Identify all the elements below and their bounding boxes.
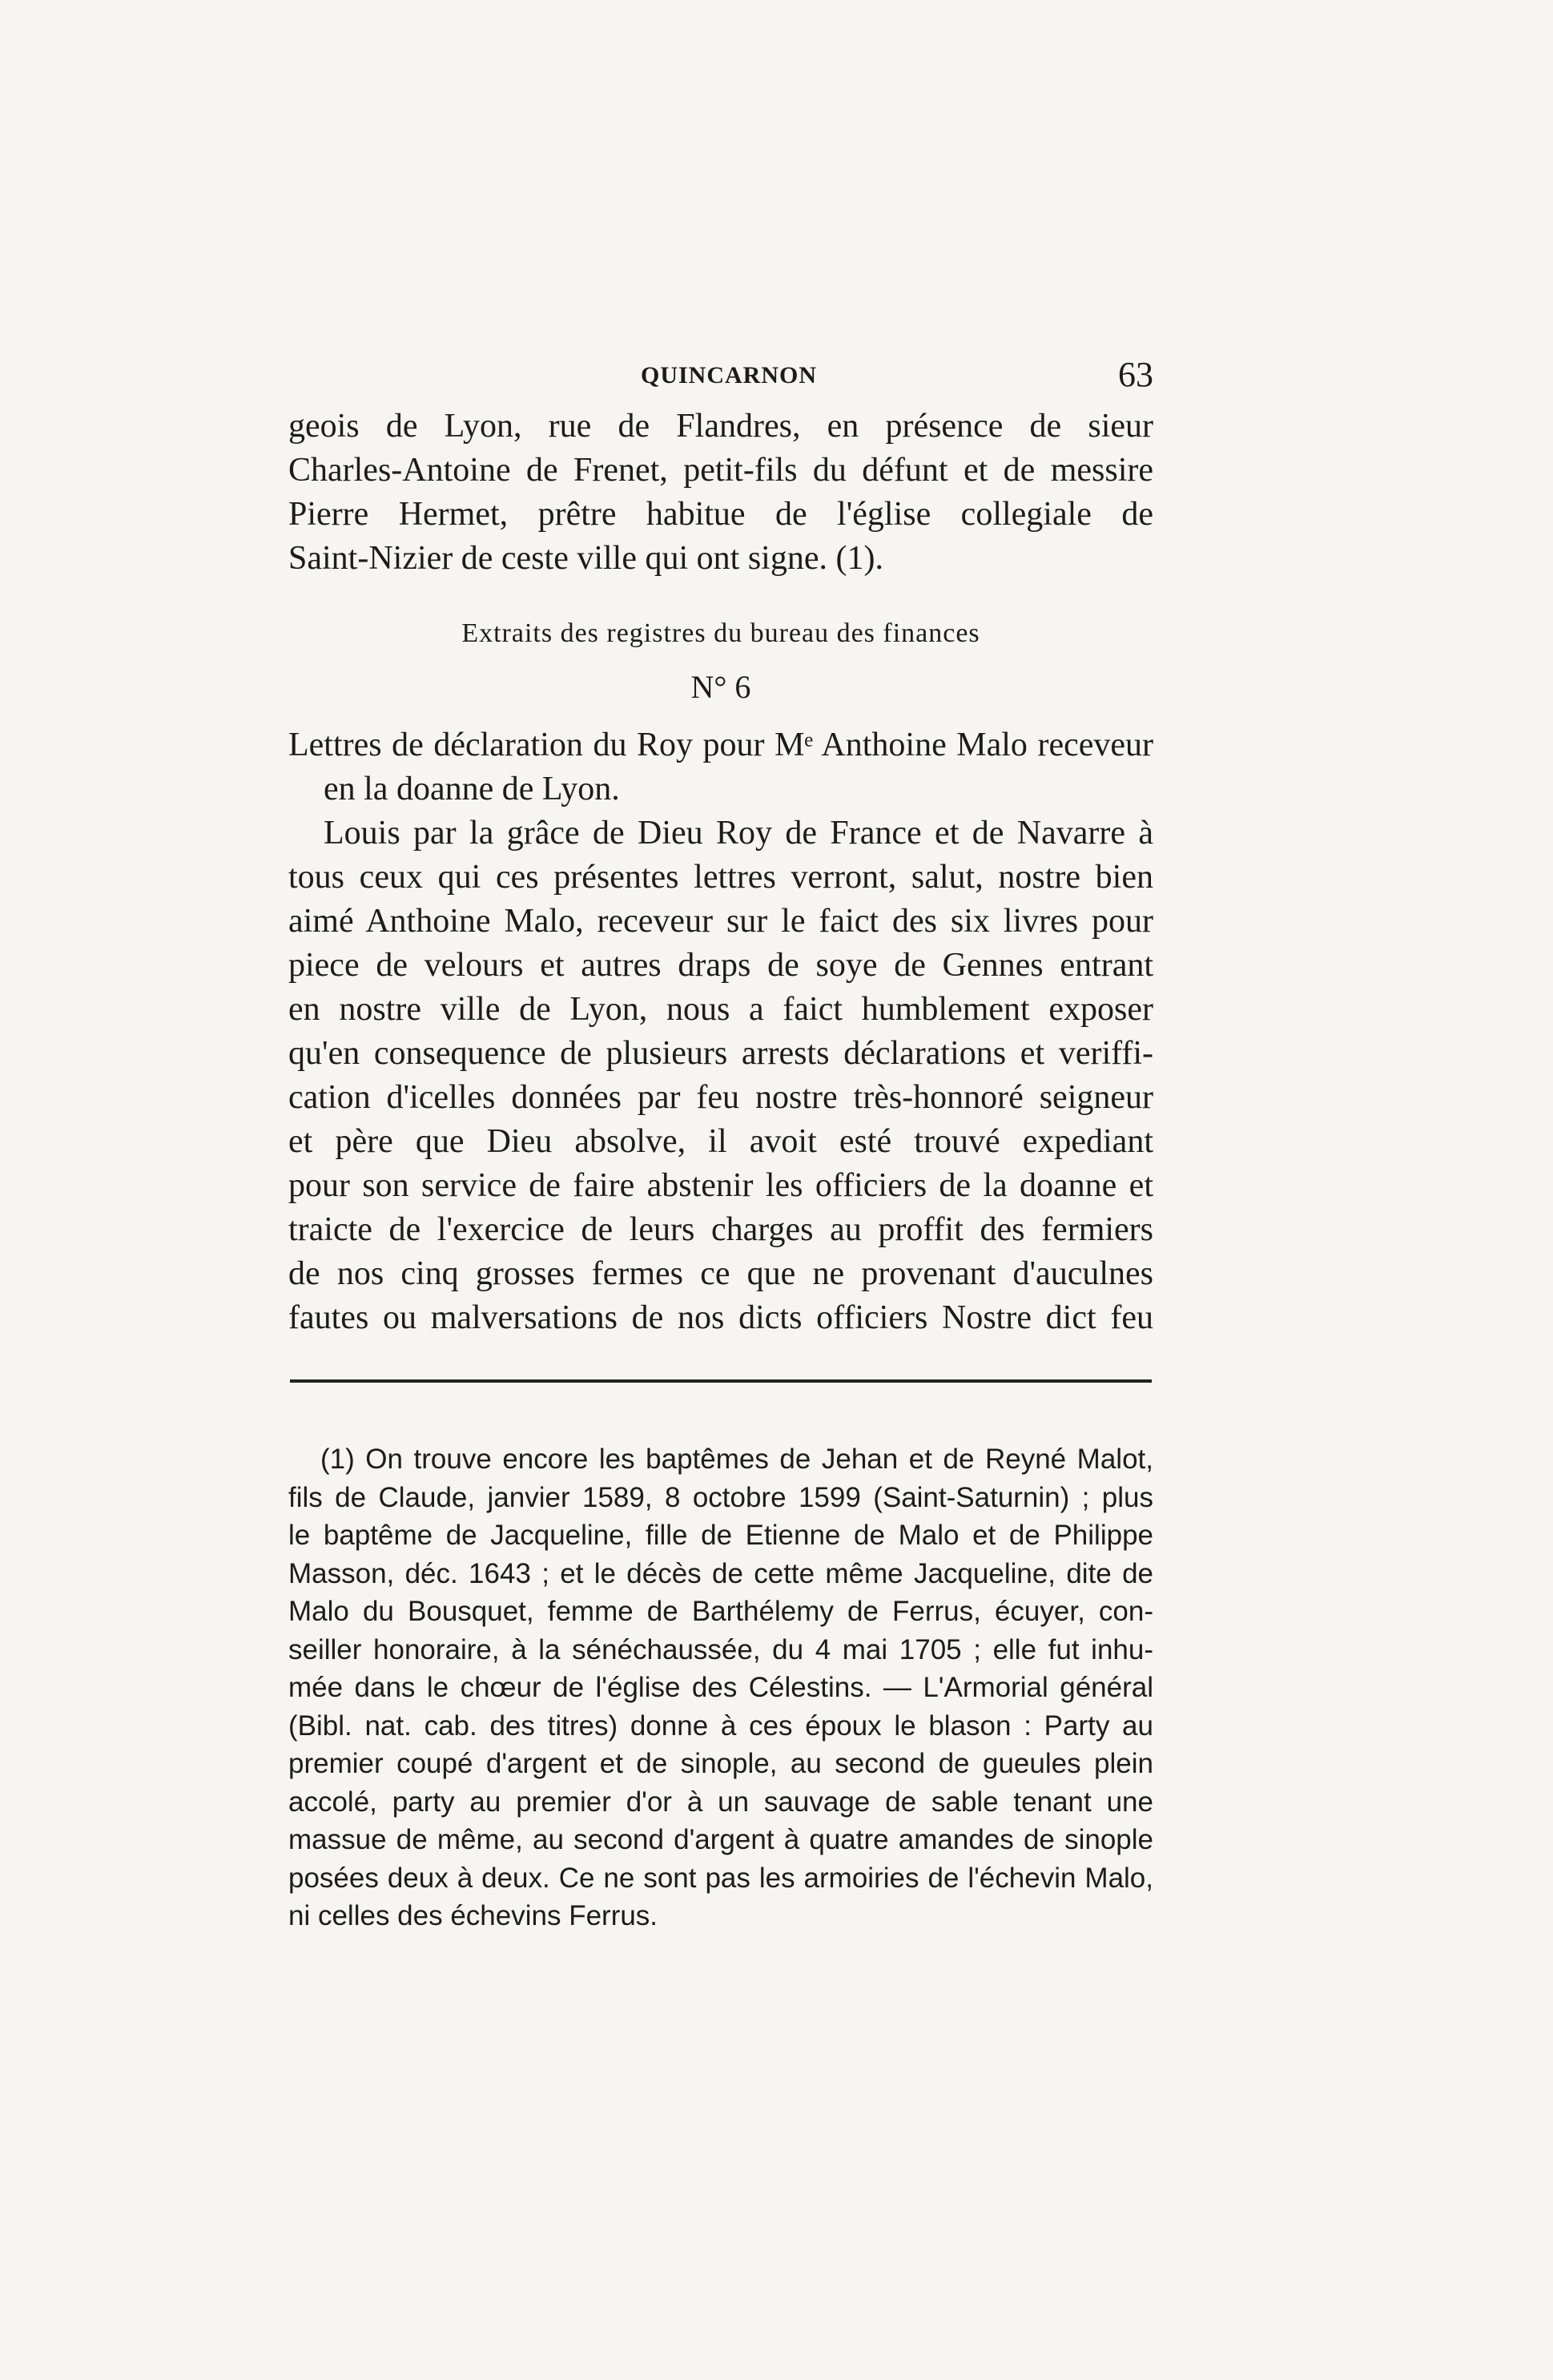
text-line: aimé Anthoine Malo, receveur sur le faict des six livres pour: [288, 903, 1153, 940]
footnote-line: premier coupé d'argent et de sinople, au second de gueules plein: [288, 1748, 1153, 1779]
page-number: 63: [1118, 355, 1153, 394]
text-line: Saint-Nizier de ceste ville qui ont signe. (1).: [288, 540, 883, 577]
text-line: Louis par la grâce de Dieu Roy de France et de Navarre à: [324, 815, 1153, 852]
text-line: en nostre ville de Lyon, nous a faict humblement exposer: [288, 991, 1153, 1028]
text-line: geois de Lyon, rue de Flandres, en présence de sieur: [288, 408, 1153, 445]
text-line: Pierre Hermet, prêtre habitue de l'église collegiale de: [288, 496, 1153, 533]
footnote-line: mée dans le chœur de l'église des Célestins. — L'Armorial général: [288, 1672, 1153, 1703]
text-line: et père que Dieu absolve, il avoit esté trouvé expediant: [288, 1123, 1153, 1160]
text-line: piece de velours et autres draps de soye de Gennes entrant: [288, 947, 1153, 984]
text-line: de nos cinq grosses fermes ce que ne provenant d'auculnes: [288, 1255, 1153, 1292]
text-line: fautes ou malversations de nos dicts officiers Nostre dict feu: [288, 1299, 1153, 1336]
text-line: pour son service de faire abstenir les officiers de la doanne et: [288, 1167, 1153, 1204]
footnote-line: (1) On trouve encore les baptêmes de Jehan et de Reyné Malot,: [320, 1444, 1153, 1475]
footnote-line: fils de Claude, janvier 1589, 8 octobre 1599 (Saint-Saturnin) ; plus: [288, 1481, 1153, 1513]
footnote-line: massue de même, au second d'argent à quatre amandes de sinople: [288, 1824, 1153, 1855]
text-line: qu'en consequence de plusieurs arrests déclarations et veriffi-: [288, 1035, 1153, 1072]
footnote-line: seiller honoraire, à la sénéchaussée, du 4 mai 1705 ; elle fut inhu-: [288, 1633, 1153, 1665]
text-line: Charles-Antoine de Frenet, petit-fils du défunt et de messire: [288, 452, 1153, 489]
footnote-line: ni celles des échevins Ferrus.: [288, 1900, 658, 1931]
section-heading: Extraits des registres du bureau des finances: [461, 618, 980, 648]
footnote-rule: [290, 1379, 1152, 1383]
text-line: tous ceux qui ces présentes lettres verront, salut, nostre bien: [288, 859, 1153, 896]
running-title: QUINCARNON: [641, 362, 817, 389]
text-line: traicte de l'exercice de leurs charges au proffit des fermiers: [288, 1211, 1153, 1248]
main-text: [288, 405, 1153, 1340]
footnote-line: (Bibl. nat. cab. des titres) donne à ces époux le blason : Party au: [288, 1709, 1153, 1742]
footnote-line: accolé, party au premier d'or à un sauvage de sable tenant une: [288, 1786, 1153, 1818]
document-title-line: Lettres de déclaration du Roy pour Mᵉ Anthoine Malo receveur: [288, 727, 1153, 763]
footnote-line: Malo du Bousquet, femme de Barthélemy de Ferrus, écuyer, con-: [288, 1596, 1153, 1627]
running-head: [288, 354, 1153, 402]
document-title-line: en la doanne de Lyon.: [324, 771, 620, 807]
text-line: cation d'icelles données par feu nostre très-honnoré seigneur: [288, 1079, 1153, 1116]
footnote-line: le baptême de Jacqueline, fille de Etienne de Malo et de Philippe: [288, 1520, 1153, 1551]
document-number: N° 6: [690, 669, 751, 705]
footnote-line: Masson, déc. 1643 ; et le décès de cette même Jacqueline, dite de: [288, 1557, 1153, 1589]
footnote-line: posées deux à deux. Ce ne sont pas les armoiries de l'échevin Malo,: [288, 1862, 1153, 1894]
footnote: [288, 1440, 1153, 1935]
